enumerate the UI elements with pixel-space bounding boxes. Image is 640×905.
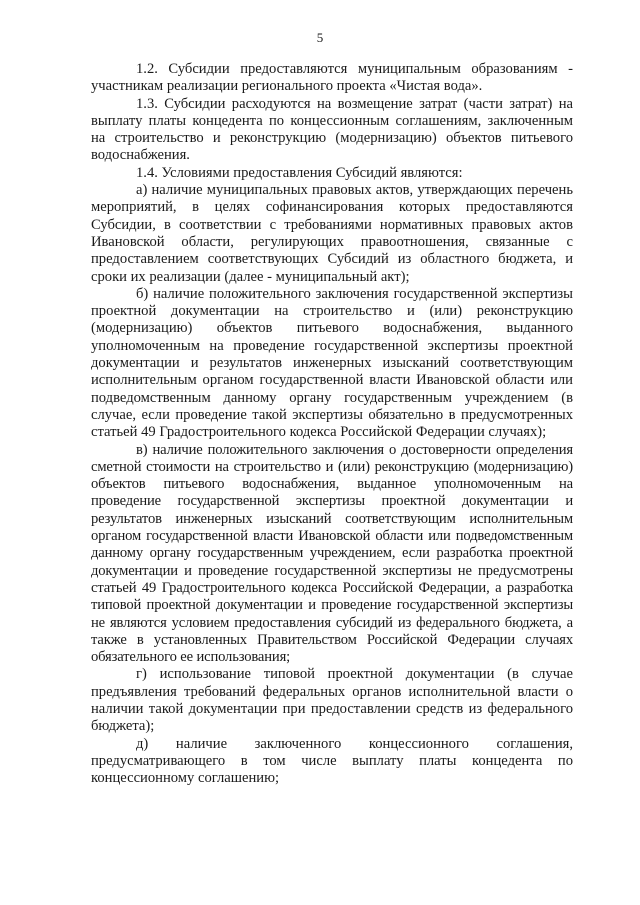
- paragraph-1-3: 1.3. Субсидии расходуются на возмещение затрат (части затрат) на выплату платы концедента по концессионным соглашениям, заключенным на строительство и реконструкцию (модернизацию) объектов питьевого водоснабжения.: [91, 95, 573, 164]
- paragraph-item-b: б) наличие положительного заключения государственной экспертизы проектной документации на строительство и (или) реконструкцию (модернизацию) объектов питьевого водоснабжения, выданного уполномоченным на проведение государственной экспертизы проектной документации и результатов инженерных изысканий соответствующим исполнительным органом государственной власти Ивановской области или подведомственным данному органу государственным учреждением (в случае, если проведение такой экспертизы обязательно в предусмотренных статьей 49 Градостроительного кодекса Российской Федерации случаях);: [91, 285, 573, 441]
- paragraph-item-g: г) использование типовой проектной документации (в случае предъявления требований федеральных органов исполнительной власти о наличии такой документации при предоставлении средств из федерального бюджета);: [91, 666, 573, 735]
- paragraph-1-4: 1.4. Условиями предоставления Субсидий являются:: [136, 164, 463, 181]
- paragraph-item-v: в) наличие положительного заключения о достоверности определения сметной стоимости на строительство и (или) реконструкцию (модернизацию) объектов питьевого водоснабжения, выданное уполномоченным на проведение государственной экспертизы проектной документации и результатов инженерных изысканий соответствующим исполнительным органом государственной власти Ивановской области или подведомственным данному органу государственным учреждением, если разработка проектной документации и проведение государственной экспертизы не предусмотрены статьей 49 Градостроительного кодекса Российской Федерации, а разработка типовой проектной документации и проведение государственной экспертизы не являются условием предоставления субсидий из федерального бюджета, а также в установленных Правительством Российской Федерации случаях обязательного ее использования;: [91, 441, 573, 666]
- paragraph-item-d: д) наличие заключенного концессионного соглашения, предусматривающего в том числе выплату платы концедента по концессионному соглашению;: [91, 735, 573, 787]
- page-number: 5: [316, 30, 324, 45]
- paragraph-1-2: 1.2. Субсидии предоставляются муниципальным образованиям - участникам реализации регионального проекта «Чистая вода».: [91, 61, 573, 95]
- document-body: [91, 61, 573, 787]
- paragraph-item-a: а) наличие муниципальных правовых актов, утверждающих перечень мероприятий, в целях софинансирования которых предоставляются Субсидии, в соответствии с требованиями нормативных правовых актов Ивановской области, регулирующих правоотношения, связанные с предоставлением соответствующих Субсидий из областного бюджета, и сроки их реализации (далее - муниципальный акт);: [91, 182, 573, 285]
